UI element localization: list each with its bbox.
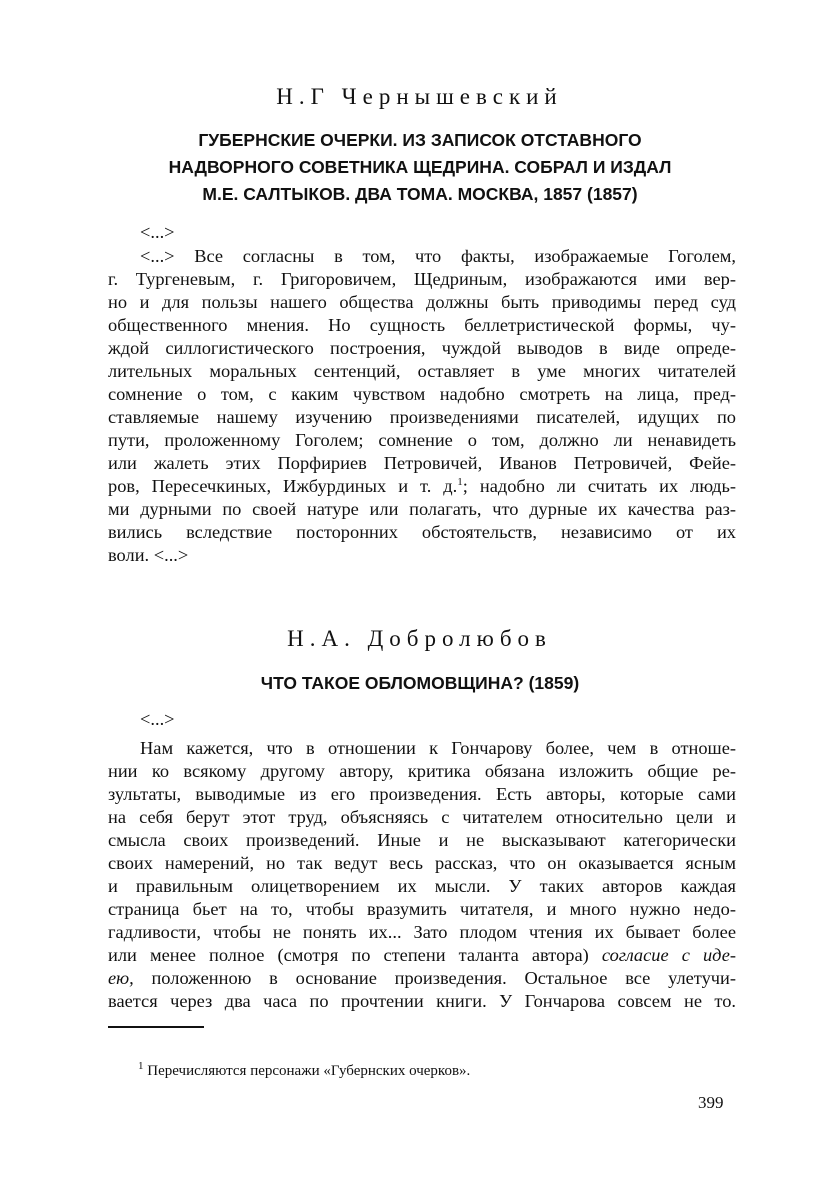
title-line: М.Е. САЛТЫКОВ. ДВА ТОМА. МОСКВА, 1857 (1857) <box>202 184 638 204</box>
paragraph-dobrolyubov <box>108 737 736 1013</box>
text-line: зультаты, выводимые из его произведения. Есть авторы, которые сами <box>108 784 736 804</box>
text-line: страница бьет на то, чтобы вразумить читателя, и много нужно недо- <box>108 899 736 919</box>
text-line: и правильным олицетворением их мысли. У таких авторов каждая <box>108 876 736 896</box>
title-line: НАДВОРНОГО СОВЕТНИКА ЩЕДРИНА. СОБРАЛ И ИЗДАЛ <box>168 157 672 177</box>
footnote-marker: 1 <box>138 1060 144 1072</box>
text-segment: ; надобно ли считать их людь- <box>462 476 736 496</box>
title-line: ГУБЕРНСКИЕ ОЧЕРКИ. ИЗ ЗАПИСОК ОТСТАВНОГО <box>198 130 642 150</box>
text-line: ставляемые нашему изучению произведениями писателей, идущих по <box>108 407 736 427</box>
text-line: вается через два часа по прочтении книги. У Гончарова совсем не то. <box>108 991 736 1011</box>
text-line: ми дурными по своей натуре или полагать, что дурные их качества раз- <box>108 499 736 519</box>
text-line: но и для пользы нашего общества должны быть приводимы перед суд <box>108 292 736 312</box>
page-number: 399 <box>698 1093 724 1112</box>
text-line: нии ко всякому другому автору, критика обязана изложить общие ре- <box>108 761 736 781</box>
essay-title-oblomovshchina: ЧТО ТАКОЕ ОБЛОМОВЩИНА? (1859) <box>260 673 580 693</box>
footnote-text: Перечисляются персонажи «Губернских очерков». <box>143 1063 471 1079</box>
footnote <box>138 1060 471 1080</box>
text-line: воли. <...> <box>108 545 189 565</box>
text-line: своих намерений, но так ведут весь рассказ, что он оказывается ясным <box>108 853 736 873</box>
text-line: сомнение о том, с каким чувством надобно смотреть на лица, пред- <box>108 384 736 404</box>
text-segment: положенною в основание произведения. Остальное все улетучи- <box>133 968 736 988</box>
essay-title-gubernskie-ocherki <box>110 127 730 208</box>
text-line-with-italic <box>108 944 736 967</box>
text-line-with-footnote <box>108 475 736 498</box>
author-heading-chernyshevsky: Н.Г Чернышевский <box>276 84 563 109</box>
omission-mark: <...> <box>140 709 175 729</box>
text-line: на себя берут этот труд, объясняясь с читателем относительно цели и <box>108 807 736 827</box>
footnote-separator <box>108 1026 204 1028</box>
text-line: Нам кажется, что в отношении к Гончарову более, чем в отноше- <box>140 738 736 758</box>
paragraph-chernyshevsky <box>108 245 736 567</box>
text-line: <...> Все согласны в том, что факты, изображаемые Гоголем, <box>140 246 736 266</box>
text-line: общественного мнения. Но сущность беллетристической формы, чу- <box>108 315 736 335</box>
text-segment: или менее полное (смотря по степени таланта автора) <box>108 945 589 965</box>
text-line: вились вследствие посторонних обстоятельств, независимо от их <box>108 522 736 542</box>
omission-mark: <...> <box>140 222 175 242</box>
italic-phrase: ею, <box>108 968 134 988</box>
text-line: или жалеть этих Порфириев Петровичей, Иванов Петровичей, Фейе- <box>108 453 736 473</box>
text-line: г. Тургеневым, г. Григоровичем, Щедриным, изображаются ими вер- <box>108 269 736 289</box>
text-line: лительных моральных сентенций, оставляет в уме многих читателей <box>108 361 736 381</box>
footnote-reference: 1 <box>457 475 463 488</box>
text-segment: ров, Пересечкиных, Ижбурдиных и т. д. <box>108 476 458 496</box>
text-line: пути, проложенному Гоголем; сомнение о том, должно ли ненавидеть <box>108 430 736 450</box>
author-heading-dobrolyubov: Н.А. Добролюбов <box>287 626 552 651</box>
italic-phrase: согласие с иде- <box>601 945 736 965</box>
text-line: гадливости, чтобы не понять их... Зато плодом чтения их бывает более <box>108 922 736 942</box>
text-line: ждой силлогистического построения, чуждой выводов в виде опреде- <box>108 338 736 358</box>
text-line-with-italic <box>108 967 736 990</box>
text-line: смысла своих произведений. Иные и не высказывают категорически <box>108 830 736 850</box>
